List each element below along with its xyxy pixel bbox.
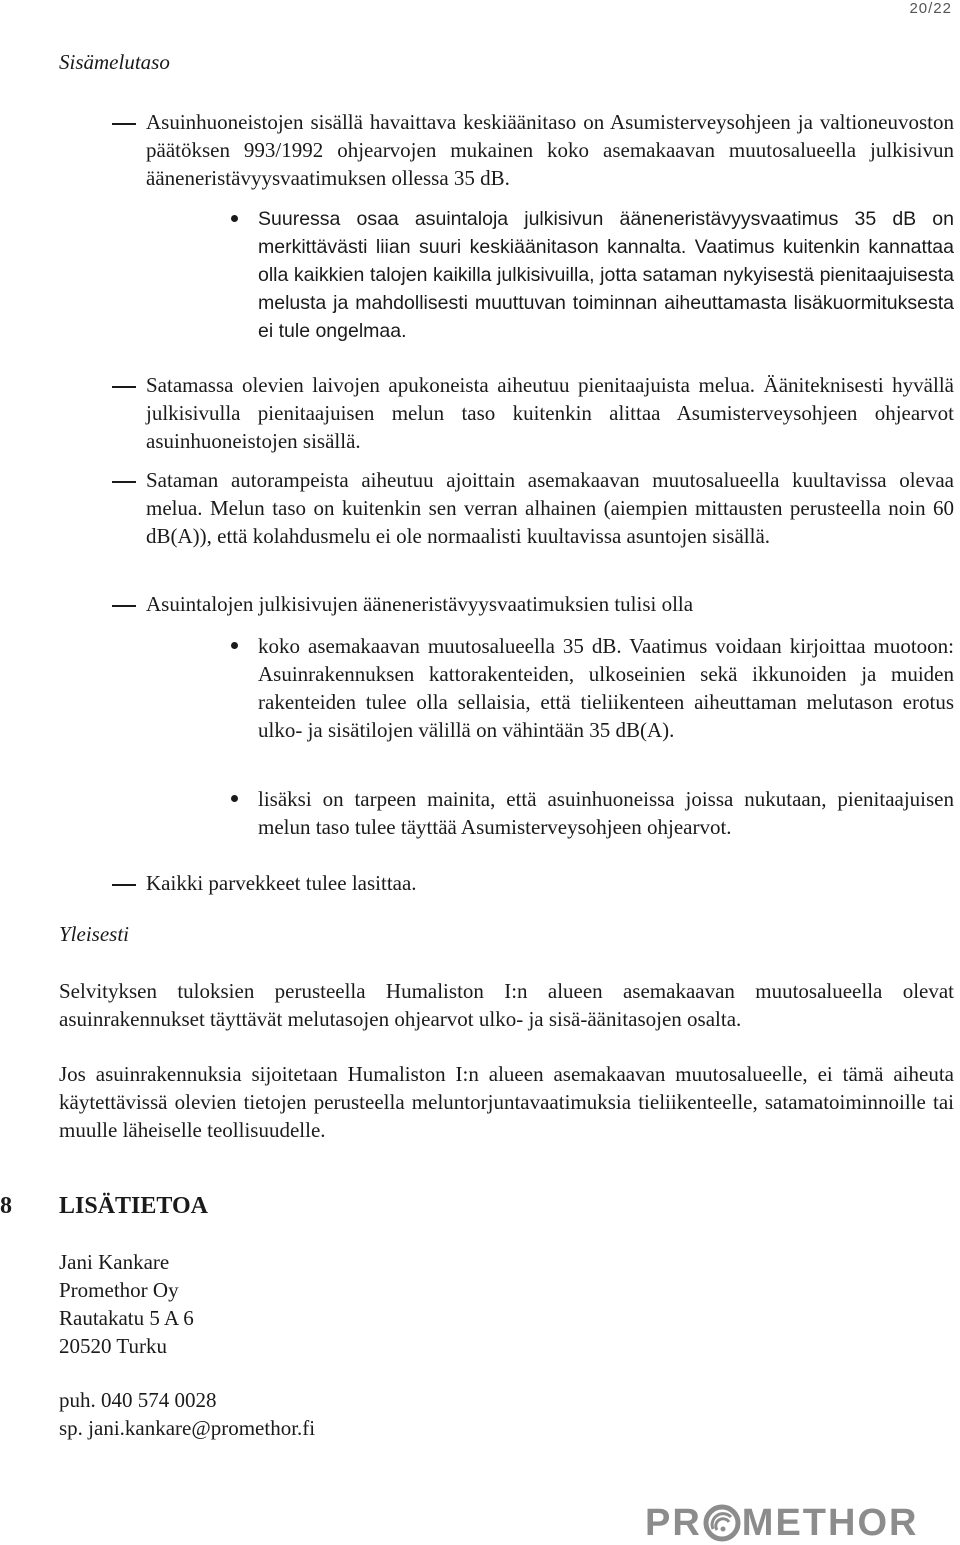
section-title-general: Yleisesti <box>59 922 130 946</box>
page-number: 20/22 <box>909 0 952 17</box>
list-item <box>258 205 954 345</box>
list-item <box>146 466 954 550</box>
contact-company: Promethor Oy <box>59 1278 179 1302</box>
bullet-dot-icon <box>231 215 238 222</box>
list-item <box>146 590 954 618</box>
section-number: 8 <box>0 1193 12 1219</box>
bullet-dot-icon <box>231 795 238 802</box>
contact-name: Jani Kankare <box>59 1250 170 1274</box>
contact-address <box>59 1248 194 1360</box>
list-item-text: Vaatimus kuitenkin kannattaa olla kaikkien talojen kaikilla julkisivuilla, jotta sataman nykyisestä pienitaajuisesta melusta ja mahdollisesti muuttuvan toiminnan aiheuttamasta lisäkuormituksesta ei tule ongelmaa. <box>258 236 955 342</box>
contact-email: sp. jani.kankare@promethor.fi <box>59 1416 316 1440</box>
list-item-text: Sataman autorampeista aiheutuu ajoittain asemakaavan muutosalueella kuultavissa olevaa melua. Melun taso on kuitenkin sen verran alhainen (aiempien mittausten perusteella noin 60 dB(A)), että kolahdusmelu ei ole normaalisti kuultavissa asuntojen sisällä. <box>146 468 954 548</box>
section-title: LISÄTIETOA <box>59 1193 208 1219</box>
list-item <box>146 869 954 897</box>
contact-phone: puh. 040 574 0028 <box>59 1388 217 1412</box>
contact-city: 20520 Turku <box>59 1334 167 1358</box>
logo-text-right: METHOR <box>741 1501 919 1544</box>
list-item <box>146 108 954 192</box>
contact-details <box>59 1386 315 1442</box>
list-item-text: Asuinhuoneistojen sisällä havaittava keskiäänitaso on Asumisterveysohjeen ja valtioneuvoston päätöksen 993/1992 ohjearvojen mukainen koko asemakaavan muutosalueella julkisivun ääneneristävyysvaatimuksen ollessa 35 dB. <box>146 110 954 190</box>
list-item-text: lisäksi on tarpeen mainita, että asuinhuoneissa joissa nukutaan, pienitaajuisen melun taso tulee täyttää Asumisterveysohjeen ohjearvot. <box>258 787 954 839</box>
list-item <box>258 632 954 744</box>
contact-street: Rautakatu 5 A 6 <box>59 1306 194 1330</box>
list-item-text: koko asemakaavan muutosalueella 35 dB. Vaatimus voidaan kirjoittaa muotoon: Asuinrakennuksen kattorakenteiden, ulkoseinien sekä ikkunoiden ja muiden rakenteiden tulee olla sellaisia, että tieliikenteen aiheuttaman melutason erotus ulko- ja sisätilojen välillä on vähintään 35 dB(A). <box>258 634 954 742</box>
promethor-logo <box>645 1502 955 1544</box>
logo-signal-icon <box>702 1503 742 1543</box>
section-title-interior: Sisämelutaso <box>59 50 170 74</box>
list-item-text: Satamassa olevien laivojen apukoneista aiheutuu pienitaajuista melua. Ääniteknisesti hyvällä julkisivulla pienitaajuisen melun taso kuitenkin alittaa Asumisterveysohjeen ohjearvot asuinhuoneistojen sisällä. <box>146 373 954 453</box>
list-item-text: Suuressa osaa asuintaloja julkisivun ääneneristävyysvaatimus 35 dB on merkittävästi liian suuri keskiäänitason kannalta. <box>258 208 954 258</box>
list-item <box>258 785 954 841</box>
paragraph: Jos asuinrakennuksia sijoitetaan Humaliston I:n alueen asemakaavan muutosalueelle, ei tämä aiheuta käytettävissä olevien tietojen perusteella meluntorjuntavaatimuksia tieliikenteelle, satamatoiminnoille tai muulle läheiselle teollisuudelle. <box>59 1062 954 1142</box>
list-item-text: Asuintalojen julkisivujen ääneneristävyysvaatimuksien tulisi olla <box>146 592 694 616</box>
list-item-text: Kaikki parvekkeet tulee lasittaa. <box>146 871 417 895</box>
bullet-dot-icon <box>231 642 238 649</box>
list-item <box>146 371 954 455</box>
logo-text-left: PR <box>645 1501 702 1544</box>
paragraph: Selvityksen tuloksien perusteella Humaliston I:n alueen asemakaavan muutosalueella olevat asuinrakennukset täyttävät melutasojen ohjearvot ulko- ja sisä-äänitasojen osalta. <box>59 979 954 1031</box>
